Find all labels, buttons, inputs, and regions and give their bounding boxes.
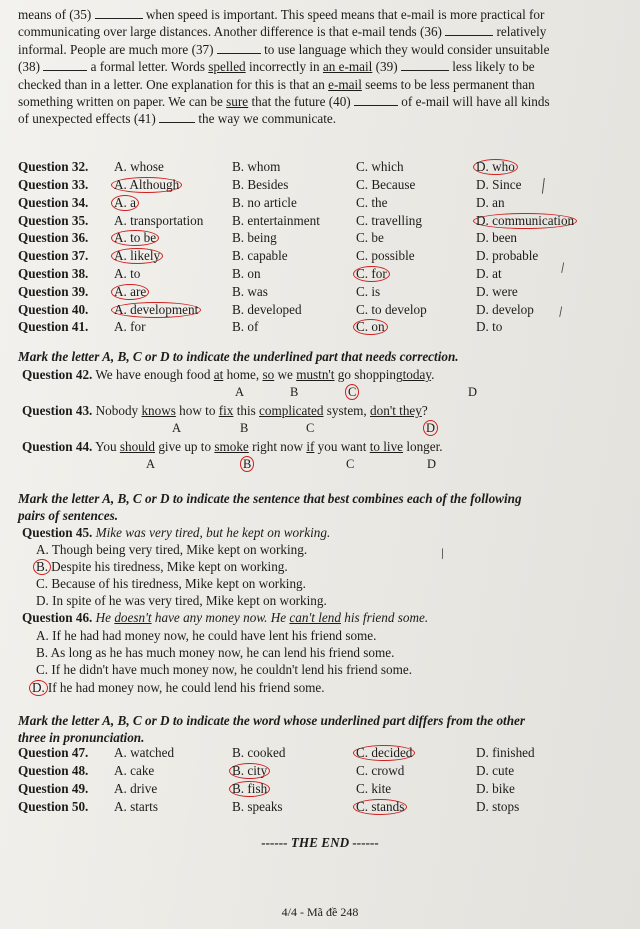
question-row bbox=[18, 300, 616, 318]
question-fragment: right now bbox=[252, 439, 304, 454]
question-label bbox=[18, 318, 114, 336]
pen-stroke-mark: ⁄ bbox=[557, 305, 565, 319]
option-text: D. develop bbox=[476, 301, 534, 317]
question-fragment: ? bbox=[421, 403, 428, 418]
passage-fragment: incorrectly in bbox=[248, 59, 320, 75]
question-fragment: you want bbox=[317, 439, 367, 454]
option-c bbox=[356, 176, 476, 194]
circled-answer: B. fish bbox=[229, 781, 270, 797]
option-text: C. the bbox=[356, 194, 388, 210]
answer-circle: D. bbox=[29, 680, 48, 696]
option-text: B. no article bbox=[232, 194, 297, 210]
question-label bbox=[18, 158, 114, 176]
passage-line bbox=[18, 6, 630, 23]
option-b bbox=[232, 744, 356, 762]
option-c bbox=[356, 283, 476, 301]
circled-answer: C. for bbox=[353, 266, 390, 282]
option-b-circled bbox=[36, 558, 288, 575]
passage-line bbox=[18, 76, 630, 93]
passage-fragment: sure bbox=[226, 94, 249, 110]
question-label bbox=[18, 176, 114, 194]
option-b bbox=[232, 300, 356, 318]
question-row bbox=[18, 744, 616, 762]
passage-fragment: e-mail bbox=[328, 76, 362, 92]
option-text: D. bike bbox=[476, 780, 515, 796]
passage-fragment: a formal letter. Words bbox=[90, 59, 205, 75]
question-row bbox=[18, 229, 616, 247]
question-fragment: this bbox=[236, 403, 256, 418]
option-c bbox=[356, 744, 476, 762]
question-row bbox=[18, 194, 616, 212]
letter-c: C bbox=[306, 421, 315, 435]
option-text: A. whose bbox=[114, 159, 164, 175]
question-label: Question 42. bbox=[22, 367, 93, 382]
underlined-part-b: so bbox=[262, 367, 275, 382]
passage-fragment: of unexpected effects (41) bbox=[18, 111, 156, 127]
option-text: D. cute bbox=[476, 762, 515, 778]
option-b bbox=[232, 176, 356, 194]
option-a bbox=[114, 194, 232, 212]
option-a bbox=[114, 762, 232, 780]
question-44 bbox=[22, 438, 443, 455]
option-c bbox=[356, 797, 476, 815]
question-label bbox=[18, 762, 114, 780]
option-text: Question 39. bbox=[18, 283, 89, 299]
circled-answer: A. development bbox=[111, 302, 201, 318]
question-row bbox=[18, 762, 616, 780]
option-a bbox=[114, 300, 232, 318]
option-text: Despite his tiredness, Mike kept on working. bbox=[51, 559, 288, 574]
option-text: B. was bbox=[232, 283, 268, 299]
letter-b: B bbox=[240, 421, 249, 435]
option-d bbox=[476, 318, 616, 336]
option-b: B. As long as he has much money now, he can lend his friend some. bbox=[36, 645, 395, 660]
passage-text bbox=[18, 6, 630, 128]
passage-fragment: (38) bbox=[18, 59, 40, 75]
option-d bbox=[476, 211, 616, 229]
option-text: C. crowd bbox=[356, 762, 405, 778]
heading-line: Mark the letter A, B, C or D to indicate the sentence that best combines each of the following bbox=[18, 491, 522, 506]
option-text: Question 34. bbox=[18, 194, 89, 210]
option-c bbox=[356, 194, 476, 212]
option-text: B. Besides bbox=[232, 176, 289, 192]
the-end: ------ THE END ------ bbox=[261, 835, 379, 850]
underlined-part-a: at bbox=[213, 367, 224, 382]
blank bbox=[95, 8, 143, 19]
option-text: A. cake bbox=[114, 762, 155, 778]
option-text: C. is bbox=[356, 283, 381, 299]
blank bbox=[43, 60, 87, 71]
option-d bbox=[476, 300, 616, 318]
option-text: C. be bbox=[356, 230, 384, 246]
heading-line: pairs of sentences. bbox=[18, 508, 119, 524]
option-text: D. an bbox=[476, 194, 505, 210]
circled-answer: D. who bbox=[473, 159, 518, 175]
underlined-part-b: fix bbox=[218, 403, 234, 418]
option-c bbox=[356, 265, 476, 283]
option-c bbox=[356, 300, 476, 318]
circled-answer: D. communication bbox=[473, 213, 577, 229]
option-text: Question 32. bbox=[18, 159, 89, 175]
question-label: Question 46. bbox=[22, 610, 93, 625]
question-row bbox=[18, 158, 616, 176]
option-text: A. to bbox=[114, 265, 141, 281]
underlined-part-c: complicated bbox=[259, 403, 324, 418]
letter-d-circled bbox=[426, 420, 438, 437]
question-row bbox=[18, 318, 616, 336]
option-c bbox=[356, 211, 476, 229]
question-row bbox=[18, 265, 616, 283]
pen-stroke-mark: ⁄ bbox=[559, 261, 567, 275]
letter-a: A bbox=[235, 385, 245, 399]
option-text: Question 37. bbox=[18, 248, 89, 264]
pronunciation-table-body bbox=[18, 744, 616, 815]
option-d bbox=[476, 247, 616, 265]
question-stem: can't lend bbox=[289, 610, 341, 625]
option-b bbox=[232, 762, 356, 780]
question-label: Question 43. bbox=[22, 403, 93, 418]
question-fragment: system, bbox=[326, 403, 367, 418]
option-d bbox=[476, 265, 616, 283]
option-b bbox=[232, 247, 356, 265]
passage-fragment: (39) bbox=[375, 59, 398, 75]
blank bbox=[159, 112, 195, 123]
letter-a: A bbox=[146, 457, 156, 471]
option-text: Question 41. bbox=[18, 319, 89, 335]
question-label: Question 45. bbox=[22, 525, 93, 540]
option-text: B. of bbox=[232, 319, 259, 335]
option-text: A. starts bbox=[114, 798, 158, 814]
option-text: Question 35. bbox=[18, 212, 89, 228]
underlined-part-a: knows bbox=[141, 403, 176, 418]
question-fragment: give up to bbox=[158, 439, 212, 454]
answer-table-body bbox=[18, 158, 616, 336]
question-fragment: go shopping bbox=[337, 367, 403, 382]
letter-a: A bbox=[172, 421, 182, 435]
circled-answer: A. a bbox=[111, 195, 139, 211]
option-text: A. drive bbox=[114, 780, 158, 796]
option-b bbox=[232, 780, 356, 798]
option-d bbox=[476, 158, 616, 176]
option-b bbox=[232, 211, 356, 229]
option-c: C. Because of his tiredness, Mike kept on working. bbox=[36, 576, 306, 591]
question-43 bbox=[22, 402, 428, 419]
heading-line: three in pronunciation. bbox=[18, 730, 145, 746]
letter-d: D bbox=[468, 385, 478, 399]
passage-fragment: communicating over large distances. Another difference is that e-mail tends (36) bbox=[18, 24, 442, 40]
circled-answer: A. Although bbox=[111, 177, 182, 193]
option-a bbox=[114, 158, 232, 176]
question-fragment: how to bbox=[179, 403, 216, 418]
question-fragment: we bbox=[277, 367, 293, 382]
question-row bbox=[18, 283, 616, 301]
passage-fragment: less likely to be bbox=[452, 59, 535, 75]
question-fragment: Nobody bbox=[95, 403, 139, 418]
option-b bbox=[232, 158, 356, 176]
option-d bbox=[476, 194, 616, 212]
option-a: A. Though being very tired, Mike kept on working. bbox=[36, 542, 308, 557]
passage-fragment: seems to be less permanent than bbox=[365, 76, 535, 92]
option-text: B. cooked bbox=[232, 745, 286, 761]
option-b bbox=[232, 265, 356, 283]
passage-fragment: means of (35) bbox=[18, 7, 92, 22]
passage-fragment: something written on paper. We can be bbox=[18, 94, 223, 110]
option-a bbox=[114, 176, 232, 194]
option-text: Question 49. bbox=[18, 780, 89, 796]
option-text: C. kite bbox=[356, 780, 392, 796]
blank bbox=[445, 25, 493, 36]
answer-circle: B bbox=[240, 456, 254, 472]
question-stem: his friend some. bbox=[344, 610, 429, 625]
option-text: B. on bbox=[232, 265, 261, 281]
circled-answer: B. city bbox=[229, 763, 270, 779]
pen-stroke-mark: ╱ bbox=[537, 178, 550, 194]
pen-stroke-mark: ⁄ bbox=[438, 547, 448, 561]
option-c bbox=[356, 780, 476, 798]
question-label bbox=[18, 300, 114, 318]
option-text: Question 47. bbox=[18, 745, 89, 761]
question-label bbox=[18, 247, 114, 265]
passage-fragment: informal. People are much more (37) bbox=[18, 41, 214, 57]
option-text: A. transportation bbox=[114, 212, 204, 228]
passage-fragment: spelled bbox=[208, 59, 246, 75]
question-42 bbox=[22, 366, 434, 383]
circled-answer: A. likely bbox=[111, 248, 163, 264]
question-row bbox=[18, 797, 616, 815]
option-text: Question 36. bbox=[18, 230, 89, 246]
option-c bbox=[356, 318, 476, 336]
option-text: D. were bbox=[476, 283, 518, 299]
question-row bbox=[18, 247, 616, 265]
question-row bbox=[18, 211, 616, 229]
underlined-part-c: if bbox=[306, 439, 315, 454]
option-a bbox=[114, 744, 232, 762]
option-a bbox=[114, 247, 232, 265]
option-text: Question 33. bbox=[18, 176, 89, 192]
underlined-part-c: mustn't bbox=[296, 367, 335, 382]
option-a bbox=[114, 283, 232, 301]
circled-answer: C. stands bbox=[353, 799, 407, 815]
option-a: A. If he had had money now, he could have lent his friend some. bbox=[36, 628, 377, 643]
option-text: C. to develop bbox=[356, 301, 427, 317]
passage-fragment: checked than in a letter. One explanation for this is that an bbox=[18, 76, 325, 92]
option-d bbox=[476, 762, 616, 780]
question-row bbox=[18, 780, 616, 798]
option-b bbox=[232, 283, 356, 301]
option-text: B. being bbox=[232, 230, 277, 246]
circled-answer: A. are bbox=[111, 284, 149, 300]
answer-table bbox=[18, 158, 616, 336]
passage-fragment: of e-mail will have all kinds bbox=[401, 94, 550, 110]
letter-b: B bbox=[290, 385, 299, 399]
heading-line: Mark the letter A, B, C or D to indicate the word whose underlined part differs from the other bbox=[18, 713, 526, 728]
circled-answer: C. on bbox=[353, 319, 388, 335]
question-fragment: longer. bbox=[406, 439, 443, 454]
option-a bbox=[114, 797, 232, 815]
option-a bbox=[114, 780, 232, 798]
question-fragment: You bbox=[95, 439, 117, 454]
question-label bbox=[18, 194, 114, 212]
option-text: Question 48. bbox=[18, 762, 89, 778]
question-label bbox=[18, 265, 114, 283]
option-text: D. finished bbox=[476, 745, 535, 761]
question-stem: doesn't bbox=[114, 610, 152, 625]
section-heading-pronunciation bbox=[18, 712, 630, 747]
underlined-part-d: today bbox=[402, 367, 432, 382]
option-text: D. been bbox=[476, 230, 518, 246]
option-text: C. Because bbox=[356, 176, 416, 192]
option-text: Question 38. bbox=[18, 265, 89, 281]
letter-b-circled bbox=[243, 456, 254, 473]
option-text: Question 40. bbox=[18, 301, 89, 317]
option-text: C. possible bbox=[356, 248, 415, 264]
question-stem: He bbox=[95, 610, 112, 625]
option-d bbox=[476, 744, 616, 762]
pronunciation-table bbox=[18, 744, 616, 815]
letter-c: C bbox=[346, 457, 355, 471]
option-d-circled bbox=[32, 679, 325, 696]
option-text: B. capable bbox=[232, 248, 288, 264]
question-label: Question 44. bbox=[22, 439, 93, 454]
option-text: A. watched bbox=[114, 745, 175, 761]
blank bbox=[401, 60, 449, 71]
question-fragment: We have enough food bbox=[95, 367, 211, 382]
question-label bbox=[18, 780, 114, 798]
underlined-part-d: don't they bbox=[370, 403, 422, 418]
page-footer: 4/4 - Mã đề 248 bbox=[281, 905, 359, 919]
option-text: B. developed bbox=[232, 301, 302, 317]
circled-answer: C. decided bbox=[353, 745, 415, 761]
answer-circle: C bbox=[345, 384, 359, 400]
option-text: A. for bbox=[114, 319, 146, 335]
option-text: C. which bbox=[356, 159, 404, 175]
passage-line bbox=[18, 58, 630, 75]
option-text: C. travelling bbox=[356, 212, 422, 228]
question-row bbox=[18, 176, 616, 194]
option-b bbox=[232, 229, 356, 247]
passage-line bbox=[18, 23, 630, 40]
question-label bbox=[18, 211, 114, 229]
option-a bbox=[114, 229, 232, 247]
question-stem: Mike was very tired, but he kept on working. bbox=[95, 525, 331, 540]
section-heading-combine bbox=[18, 490, 630, 525]
option-d bbox=[476, 797, 616, 815]
option-text: D. at bbox=[476, 265, 502, 281]
option-c bbox=[356, 762, 476, 780]
blank bbox=[217, 43, 261, 54]
passage-fragment: an e-mail bbox=[322, 59, 373, 75]
option-a bbox=[114, 318, 232, 336]
passage-fragment: that the future (40) bbox=[251, 94, 351, 110]
option-d: D. In spite of he was very tired, Mike kept on working. bbox=[36, 593, 327, 608]
question-stem: have any money now. He bbox=[154, 610, 287, 625]
passage-fragment: relatively bbox=[496, 24, 547, 40]
option-c: C. If he didn't have much money now, he couldn't lend his friend some. bbox=[36, 662, 412, 677]
question-46 bbox=[22, 609, 428, 626]
passage-fragment: to use language which they would consider unsuitable bbox=[264, 41, 550, 57]
option-text: D. probable bbox=[476, 248, 539, 264]
option-d bbox=[476, 780, 616, 798]
option-c bbox=[356, 158, 476, 176]
blank bbox=[354, 95, 398, 106]
option-text: B. entertainment bbox=[232, 212, 320, 228]
option-a bbox=[114, 265, 232, 283]
letter-c-circled bbox=[348, 384, 359, 401]
passage-fragment: when speed is important. This speed means that e-mail is more practical for bbox=[145, 7, 545, 22]
option-text: D. Since bbox=[476, 176, 522, 192]
question-fragment: . bbox=[431, 367, 435, 382]
question-label bbox=[18, 797, 114, 815]
question-label bbox=[18, 744, 114, 762]
option-d bbox=[476, 283, 616, 301]
question-fragment: home, bbox=[226, 367, 260, 382]
underlined-part-b: smoke bbox=[214, 439, 249, 454]
option-text: D. stops bbox=[476, 798, 520, 814]
option-text: Question 50. bbox=[18, 798, 89, 814]
option-d bbox=[476, 229, 616, 247]
passage-line bbox=[18, 110, 630, 127]
question-label bbox=[18, 229, 114, 247]
option-b bbox=[232, 318, 356, 336]
letter-d: D bbox=[427, 457, 437, 471]
option-text: D. to bbox=[476, 319, 503, 335]
passage-line bbox=[18, 41, 630, 58]
option-a bbox=[114, 211, 232, 229]
option-text: B. speaks bbox=[232, 798, 283, 814]
section-heading-correction: Mark the letter A, B, C or D to indicate the underlined part that needs correction. bbox=[18, 349, 459, 364]
passage-line bbox=[18, 93, 630, 110]
passage-fragment: the way we communicate. bbox=[198, 111, 337, 127]
option-text: B. whom bbox=[232, 159, 281, 175]
option-text: If he had money now, he could lend his friend some. bbox=[47, 680, 325, 695]
answer-circle: B. bbox=[33, 559, 51, 575]
circled-answer: A. to be bbox=[111, 230, 159, 246]
option-b bbox=[232, 194, 356, 212]
underlined-part-d: to live bbox=[369, 439, 404, 454]
answer-circle: D bbox=[423, 420, 438, 436]
question-label bbox=[18, 283, 114, 301]
option-c bbox=[356, 247, 476, 265]
question-45 bbox=[22, 524, 330, 541]
option-c bbox=[356, 229, 476, 247]
option-b bbox=[232, 797, 356, 815]
underlined-part-a: should bbox=[119, 439, 156, 454]
